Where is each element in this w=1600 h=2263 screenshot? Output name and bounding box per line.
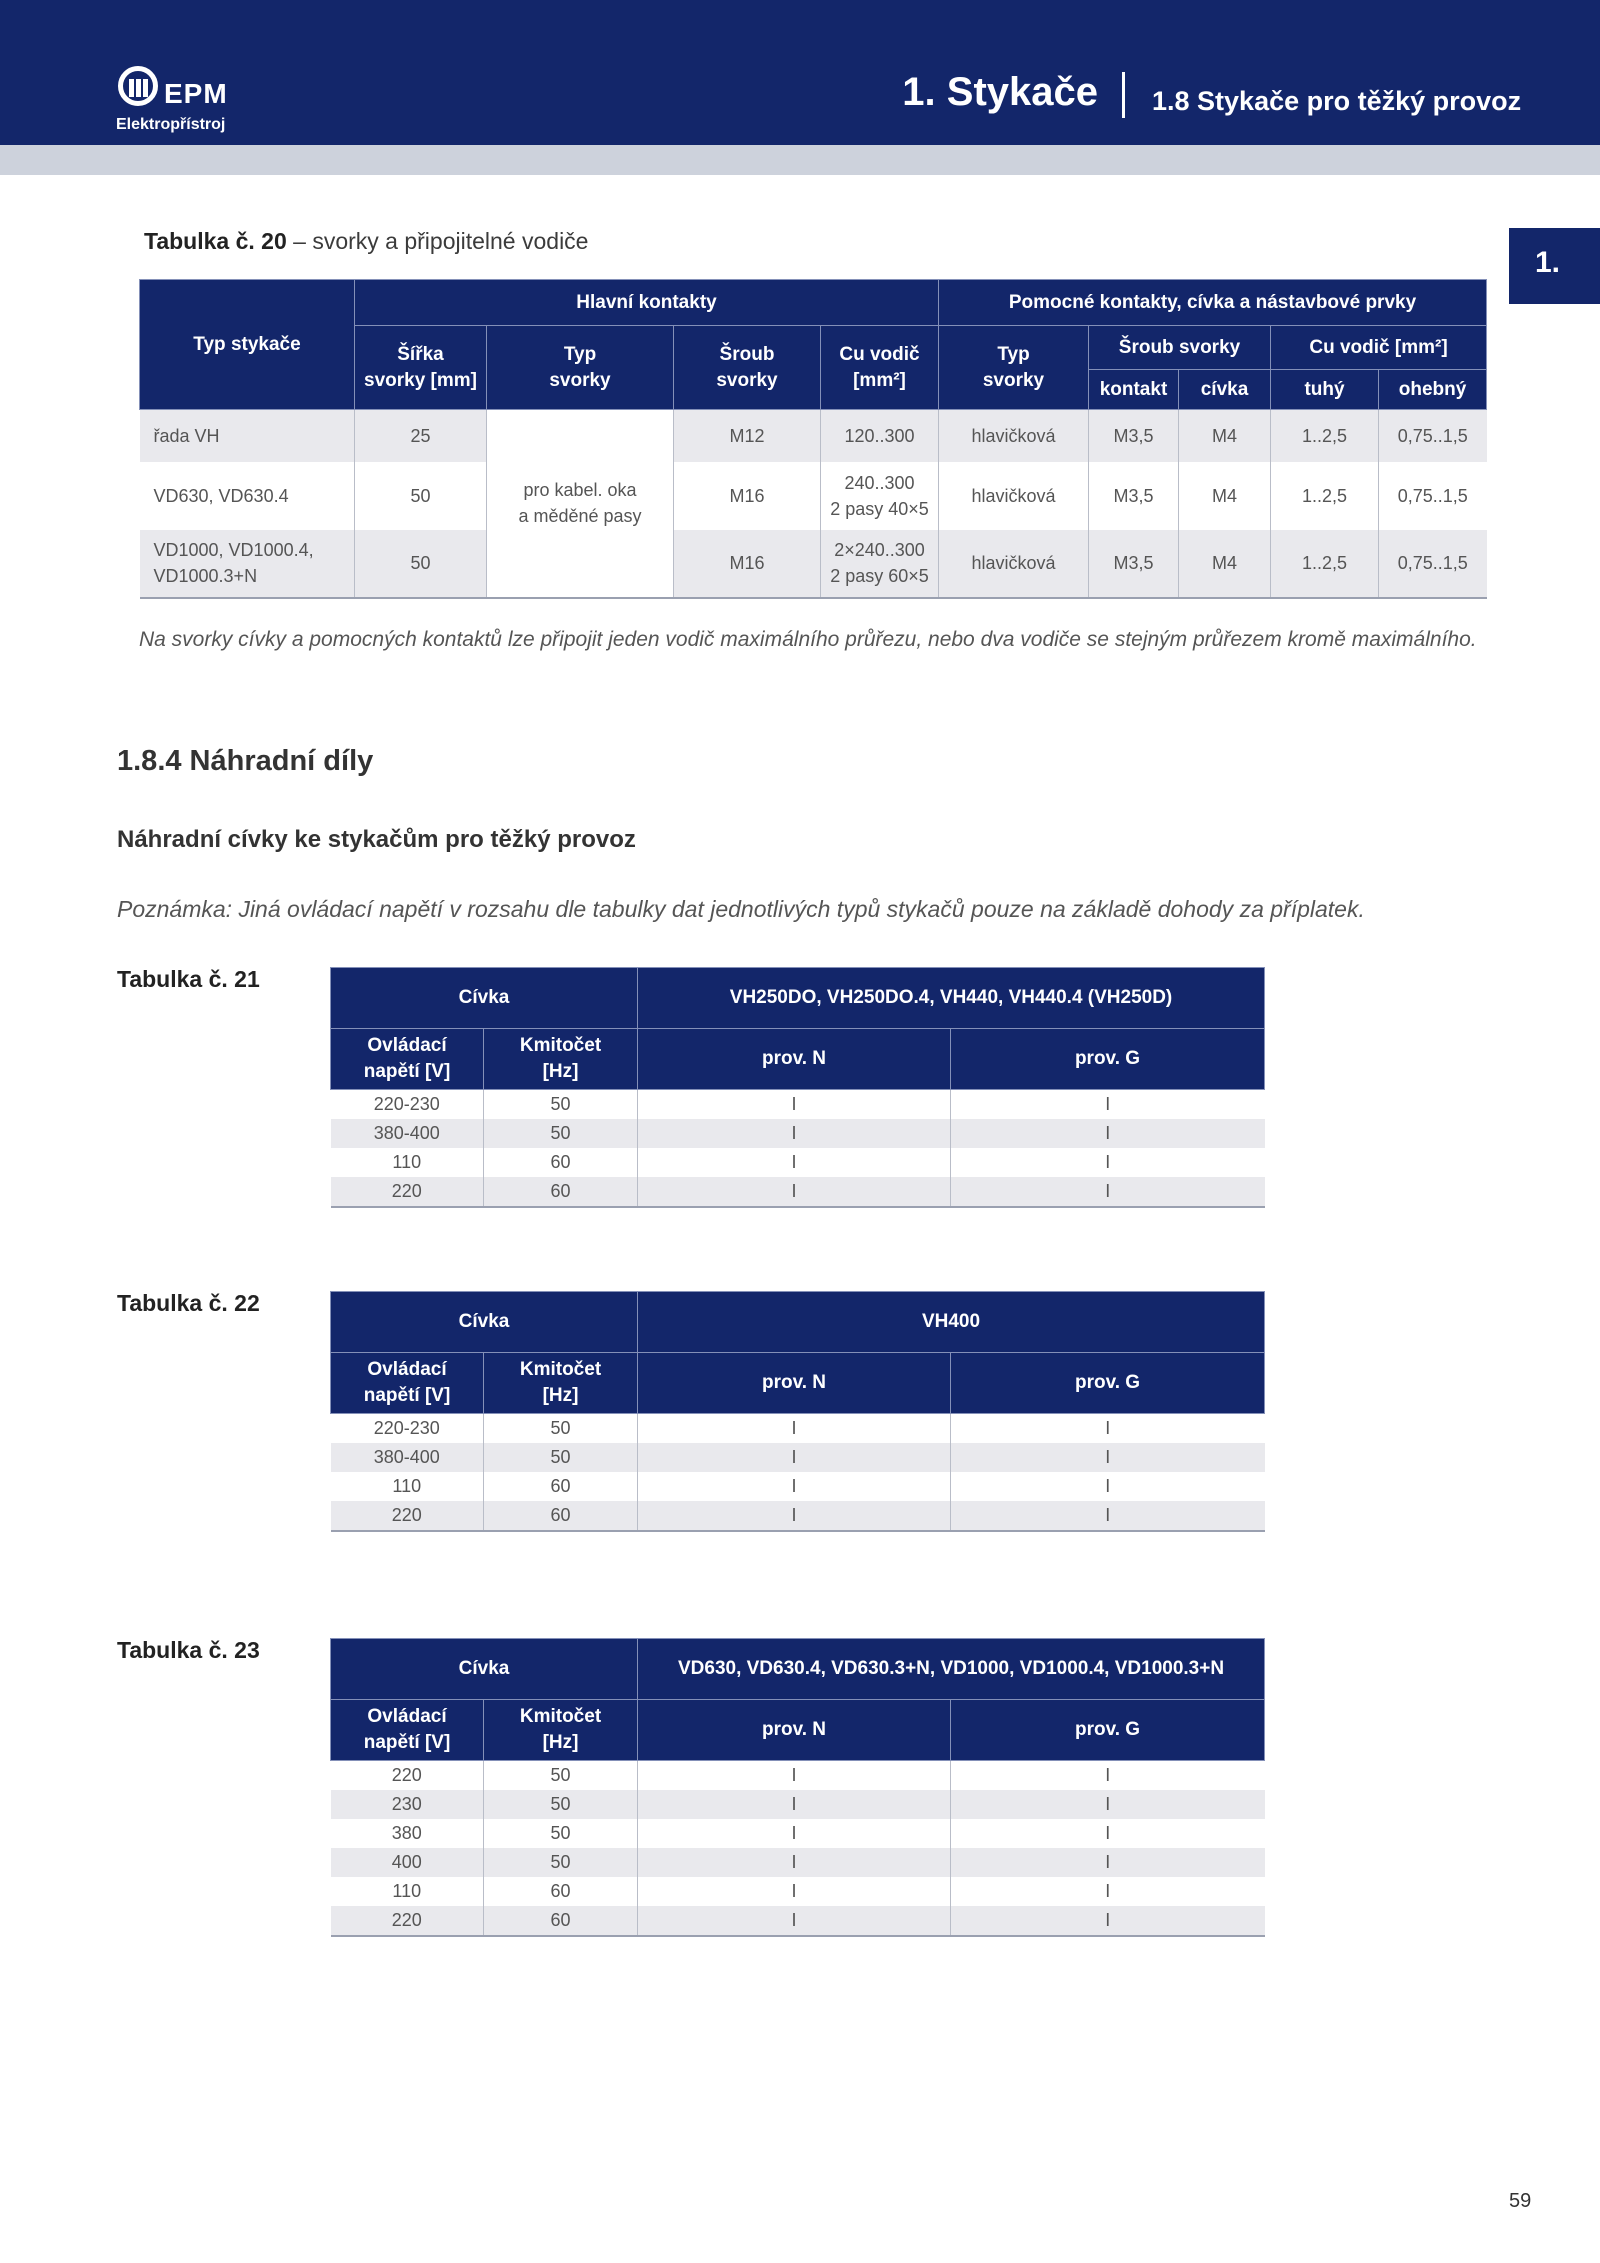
table-row: 220-230 50 I I bbox=[331, 1090, 1265, 1120]
table-row: VD630, VD630.4 50 M16 240..300 2 pasy 40×5 hlavičková M3,5 M4 1..2,5 0,75..1,5 bbox=[140, 462, 1487, 530]
table-row: 220 50 I I bbox=[331, 1761, 1265, 1791]
table-row: 110 60 I I bbox=[331, 1472, 1265, 1501]
table-row: 400 50 I I bbox=[331, 1848, 1265, 1877]
header-cu-vodic: Cu vodič [mm²] bbox=[821, 326, 939, 410]
table23-label: Tabulka č. 23 bbox=[117, 1637, 260, 1663]
header-napeti: Ovládací napětí [V] bbox=[331, 1029, 484, 1090]
coil-table-22 bbox=[330, 1291, 1265, 1532]
terminals-table bbox=[139, 279, 1487, 599]
table-row: 220 60 I I bbox=[331, 1501, 1265, 1531]
header-prov-n: prov. N bbox=[638, 1353, 951, 1414]
header-sirka: Šířka svorky [mm] bbox=[355, 326, 487, 410]
table-row: 110 60 I I bbox=[331, 1148, 1265, 1177]
header-prov-n: prov. N bbox=[638, 1700, 951, 1761]
header-pomocne-kontakty: Pomocné kontakty, cívka a nástavbové prvky bbox=[939, 280, 1487, 326]
header-napeti: Ovládací napětí [V] bbox=[331, 1353, 484, 1414]
page-header bbox=[0, 0, 1600, 145]
header-hlavni-kontakty: Hlavní kontakty bbox=[355, 280, 939, 326]
header-product: VH250DO, VH250DO.4, VH440, VH440.4 (VH250D) bbox=[638, 968, 1265, 1029]
header-civka: Cívka bbox=[331, 1639, 638, 1700]
table-row: 380-400 50 I I bbox=[331, 1443, 1265, 1472]
header-kontakt: kontakt bbox=[1089, 370, 1179, 410]
section-subtitle: Náhradní cívky ke stykačům pro těžký provoz bbox=[117, 826, 636, 853]
section-heading: 1.8 Stykače pro těžký provoz bbox=[1152, 86, 1522, 116]
chapter-side-tab: 1. bbox=[1509, 228, 1600, 304]
table-row: 380-400 50 I I bbox=[331, 1119, 1265, 1148]
header-typ-svorky-aux: Typ svorky bbox=[939, 326, 1089, 410]
table-row: 220 60 I I bbox=[331, 1906, 1265, 1936]
coil-table-21 bbox=[330, 967, 1265, 1208]
header-kmitocet: Kmitočet [Hz] bbox=[484, 1700, 638, 1761]
table-row: 230 50 I I bbox=[331, 1790, 1265, 1819]
header-kmitocet: Kmitočet [Hz] bbox=[484, 1029, 638, 1090]
table22-label: Tabulka č. 22 bbox=[117, 1290, 260, 1316]
table20-caption-rest: – svorky a připojitelné vodiče bbox=[286, 228, 589, 254]
table-row: 220-230 50 I I bbox=[331, 1414, 1265, 1444]
header-stripe bbox=[0, 145, 1600, 175]
header-napeti: Ovládací napětí [V] bbox=[331, 1700, 484, 1761]
header-sroub: Šroub svorky bbox=[674, 326, 821, 410]
header-prov-g: prov. G bbox=[951, 1700, 1265, 1761]
header-separator bbox=[1122, 72, 1125, 118]
section-title: 1.8.4 Náhradní díly bbox=[117, 745, 374, 777]
header-civka: cívka bbox=[1179, 370, 1271, 410]
header-kmitocet: Kmitočet [Hz] bbox=[484, 1353, 638, 1414]
header-sroub-svorky: Šroub svorky bbox=[1089, 326, 1271, 370]
table-row: 220 60 I I bbox=[331, 1177, 1265, 1207]
table-row: 110 60 I I bbox=[331, 1877, 1265, 1906]
table20-caption bbox=[144, 228, 588, 255]
table20-note: Na svorky cívky a pomocných kontaktů lze připojit jeden vodič maximálního průřezu, nebo dva vodiče se stejným průřezem kromě maximálního. bbox=[139, 628, 1477, 651]
header-cu-vodic-aux: Cu vodič [mm²] bbox=[1271, 326, 1487, 370]
table20-caption-bold: Tabulka č. 20 bbox=[144, 228, 287, 254]
header-tuhy: tuhý bbox=[1271, 370, 1379, 410]
header-prov-n: prov. N bbox=[638, 1029, 951, 1090]
table-row: VD1000, VD1000.4, VD1000.3+N 50 M16 2×240..300 2 pasy 60×5 hlavičková M3,5 M4 1..2,5 0,75..1,5 bbox=[140, 530, 1487, 598]
table21-label: Tabulka č. 21 bbox=[117, 966, 260, 992]
coil-table-23 bbox=[330, 1638, 1265, 1937]
logo-subtext: Elektropřístroj bbox=[116, 116, 226, 133]
table-row: řada VH 25 pro kabel. oka a měděné pasy M12 120..300 hlavičková M3,5 M4 1..2,5 0,75..1,5 bbox=[140, 410, 1487, 462]
header-ohebny: ohebný bbox=[1379, 370, 1487, 410]
header-civka: Cívka bbox=[331, 1292, 638, 1353]
table-row: 380 50 I I bbox=[331, 1819, 1265, 1848]
page-number: 59 bbox=[1509, 2190, 1532, 2212]
header-prov-g: prov. G bbox=[951, 1029, 1265, 1090]
header-product: VH400 bbox=[638, 1292, 1265, 1353]
header-typ-svorky: Typ svorky bbox=[487, 326, 674, 410]
header-civka: Cívka bbox=[331, 968, 638, 1029]
section-note: Poznámka: Jiná ovládací napětí v rozsahu dle tabulky dat jednotlivých typů stykačů pouze na základě dohody za příplatek. bbox=[117, 896, 1365, 922]
logo-text: EPM bbox=[164, 78, 228, 109]
header-prov-g: prov. G bbox=[951, 1353, 1265, 1414]
chapter-title: 1. Stykače bbox=[902, 70, 1098, 114]
merged-typ-svorky: pro kabel. oka a měděné pasy bbox=[487, 410, 674, 598]
header-product: VD630, VD630.4, VD630.3+N, VD1000, VD1000.4, VD1000.3+N bbox=[638, 1639, 1265, 1700]
header-typ-stykace: Typ stykače bbox=[140, 280, 355, 410]
